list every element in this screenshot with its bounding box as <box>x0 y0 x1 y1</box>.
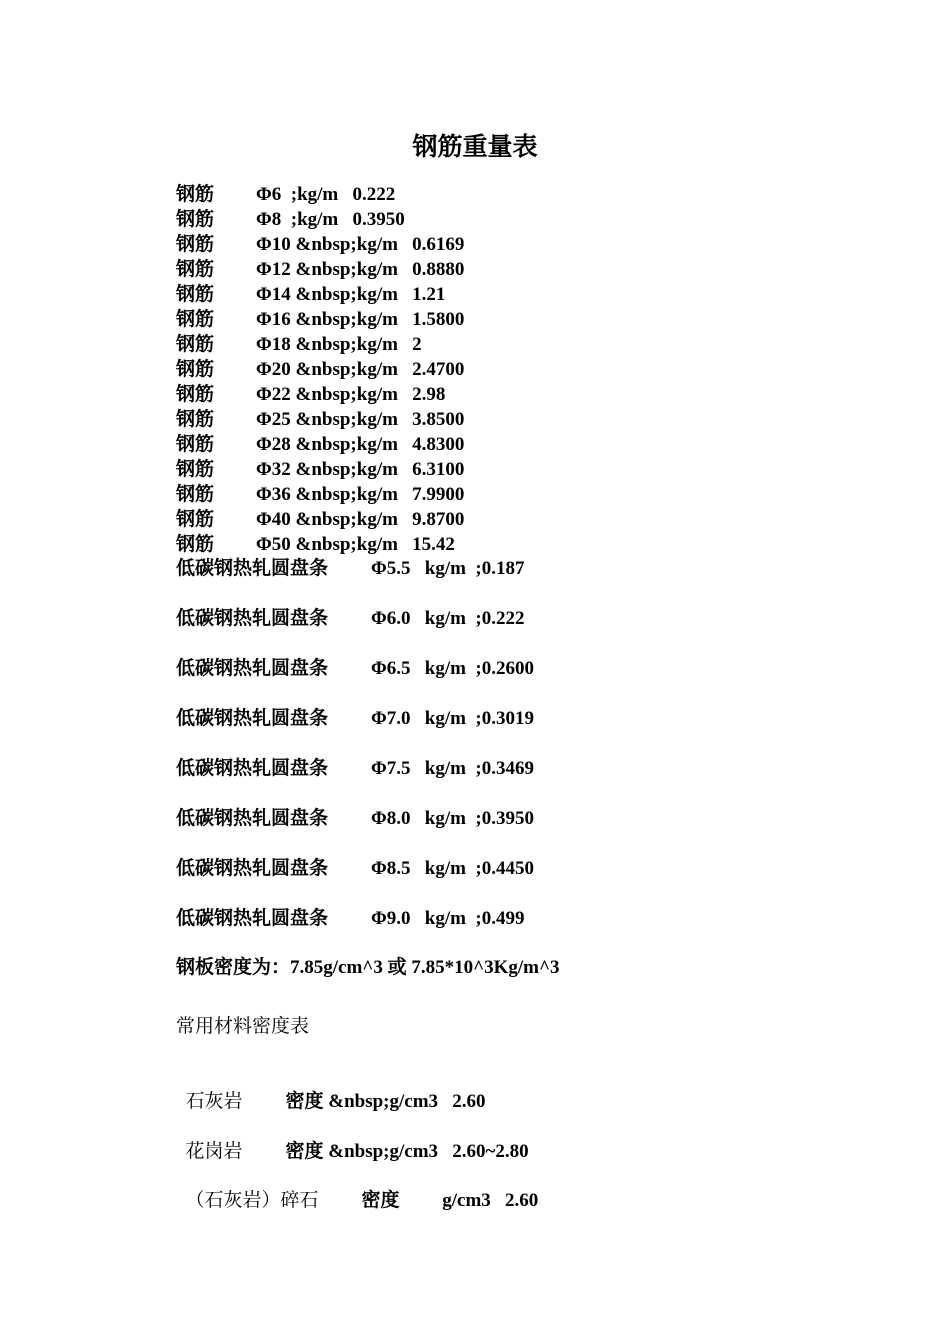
rebar-name: 钢筋 <box>176 359 215 380</box>
rebar-spec: Φ6 ;kg/m 0.222 <box>256 184 396 205</box>
rebar-spec: Φ20 &nbsp;kg/m 2.4700 <box>256 359 465 380</box>
steel-plate-density: 钢板密度为：7.85g/cm^3 或 7.85*10^3Kg/m^3 <box>176 957 560 978</box>
list-item <box>176 756 534 806</box>
rebar-name: 钢筋 <box>176 484 215 505</box>
list-item <box>176 232 464 257</box>
material-row <box>176 1064 486 1114</box>
rebar-spec: Φ25 &nbsp;kg/m 3.8500 <box>256 409 465 430</box>
material-row <box>176 1114 529 1164</box>
list-item <box>176 656 534 706</box>
material-spec: 密度 &nbsp;g/cm3 2.60~2.80 <box>285 1141 529 1162</box>
rebar-spec: Φ16 &nbsp;kg/m 1.5800 <box>256 309 465 330</box>
rebar-spec: Φ8 ;kg/m 0.3950 <box>256 209 405 230</box>
rod-spec: Φ9.0 kg/m ;0.499 <box>371 908 525 929</box>
material-name: （石灰岩）碎石 <box>185 1190 319 1211</box>
list-item <box>176 382 464 407</box>
rebar-spec: Φ10 &nbsp;kg/m 0.6169 <box>256 234 465 255</box>
rebar-name: 钢筋 <box>176 334 215 355</box>
wire-rod-weight-list <box>176 556 534 956</box>
page-title: 钢筋重量表 <box>412 134 538 161</box>
list-item <box>176 856 534 906</box>
material-spec: 密度 g/cm3 2.60 <box>361 1190 539 1211</box>
list-item <box>176 457 464 482</box>
rod-name: 低碳钢热轧圆盘条 <box>176 758 329 779</box>
material-spec: 密度 &nbsp;g/cm3 2.60 <box>285 1091 486 1112</box>
list-item <box>176 606 534 656</box>
rod-spec: Φ6.0 kg/m ;0.222 <box>371 608 525 629</box>
material-name: 花岗岩 <box>185 1141 243 1162</box>
list-item <box>176 706 534 756</box>
rebar-name: 钢筋 <box>176 234 215 255</box>
rod-spec: Φ6.5 kg/m ;0.2600 <box>371 658 535 679</box>
list-item <box>176 507 464 532</box>
rebar-name: 钢筋 <box>176 459 215 480</box>
rebar-name: 钢筋 <box>176 184 215 205</box>
list-item <box>176 257 464 282</box>
rebar-name: 钢筋 <box>176 309 215 330</box>
rebar-spec: Φ14 &nbsp;kg/m 1.21 <box>256 284 446 305</box>
list-item <box>176 432 464 457</box>
rebar-spec: Φ22 &nbsp;kg/m 2.98 <box>256 384 446 405</box>
rebar-spec: Φ40 &nbsp;kg/m 9.8700 <box>256 509 465 530</box>
material-name: 石灰岩 <box>185 1091 243 1112</box>
rebar-spec: Φ18 &nbsp;kg/m 2 <box>256 334 422 355</box>
rod-spec: Φ7.5 kg/m ;0.3469 <box>371 758 535 779</box>
rebar-name: 钢筋 <box>176 434 215 455</box>
list-item <box>176 906 534 956</box>
rebar-name: 钢筋 <box>176 509 215 530</box>
list-item <box>176 182 464 207</box>
rod-spec: Φ8.5 kg/m ;0.4450 <box>371 858 535 879</box>
rod-name: 低碳钢热轧圆盘条 <box>176 558 329 579</box>
rebar-spec: Φ50 &nbsp;kg/m 15.42 <box>256 534 455 555</box>
rebar-spec: Φ12 &nbsp;kg/m 0.8880 <box>256 259 465 280</box>
rebar-spec: Φ28 &nbsp;kg/m 4.8300 <box>256 434 465 455</box>
list-item <box>176 207 464 232</box>
rod-name: 低碳钢热轧圆盘条 <box>176 708 329 729</box>
rebar-spec: Φ36 &nbsp;kg/m 7.9900 <box>256 484 465 505</box>
list-item <box>176 357 464 382</box>
list-item <box>176 482 464 507</box>
list-item <box>176 532 464 557</box>
rod-spec: Φ5.5 kg/m ;0.187 <box>371 558 525 579</box>
rebar-name: 钢筋 <box>176 534 215 555</box>
rebar-name: 钢筋 <box>176 284 215 305</box>
list-item <box>176 307 464 332</box>
rebar-weight-list <box>176 182 464 557</box>
list-item <box>176 556 534 606</box>
rebar-name: 钢筋 <box>176 209 215 230</box>
rod-spec: Φ7.0 kg/m ;0.3019 <box>371 708 535 729</box>
material-row <box>176 1163 538 1213</box>
rod-spec: Φ8.0 kg/m ;0.3950 <box>371 808 535 829</box>
rebar-spec: Φ32 &nbsp;kg/m 6.3100 <box>256 459 465 480</box>
rod-name: 低碳钢热轧圆盘条 <box>176 808 329 829</box>
rod-name: 低碳钢热轧圆盘条 <box>176 858 329 879</box>
rebar-name: 钢筋 <box>176 384 215 405</box>
rod-name: 低碳钢热轧圆盘条 <box>176 608 329 629</box>
list-item <box>176 407 464 432</box>
materials-heading: 常用材料密度表 <box>176 1016 310 1037</box>
list-item <box>176 282 464 307</box>
rebar-name: 钢筋 <box>176 409 215 430</box>
rod-name: 低碳钢热轧圆盘条 <box>176 908 329 929</box>
rebar-name: 钢筋 <box>176 259 215 280</box>
list-item <box>176 806 534 856</box>
rod-name: 低碳钢热轧圆盘条 <box>176 658 329 679</box>
list-item <box>176 332 464 357</box>
